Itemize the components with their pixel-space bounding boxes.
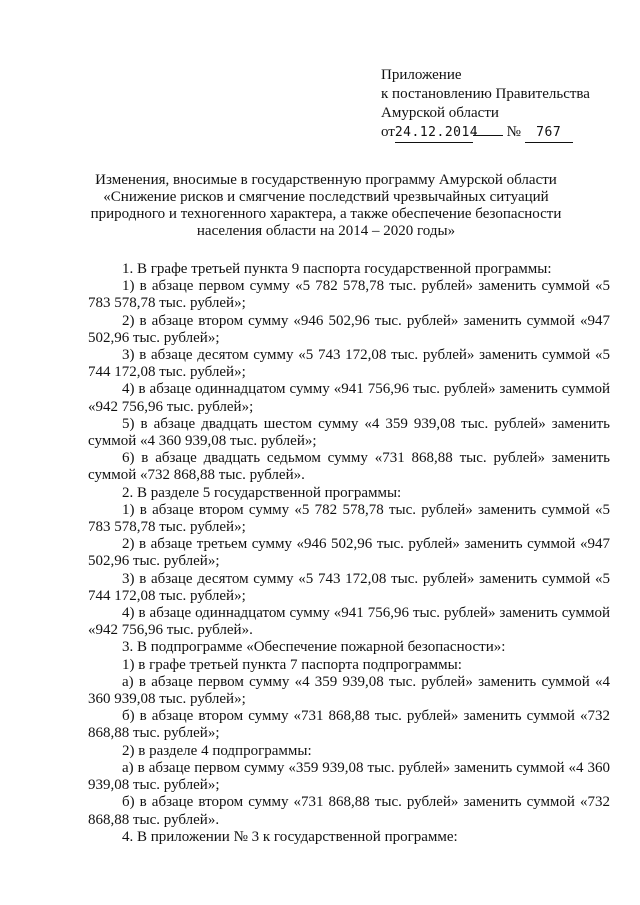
appendix-header (381, 66, 626, 143)
section-3-heading: 3. В подпрограмме «Обеспечение пожарной безопасности»: (122, 639, 506, 656)
section-1-item-4: 4) в абзаце одиннадцатом сумму «941 756,96 тыс. рублей» заменить суммой «942 756,96 тыс. рублей»; (88, 381, 610, 415)
section-2-heading: 2. В разделе 5 государственной программы: (122, 484, 402, 501)
section-2-item-1: 1) в абзаце втором сумму «5 782 578,78 тыс. рублей» заменить суммой «5 783 578,78 тыс. рублей»; (88, 501, 610, 536)
section-3-item-1: 1) в графе третьей пункта 7 паспорта подпрограммы: (122, 656, 462, 673)
decree-reference: к постановлению Правительства (381, 86, 590, 102)
section-2-item-3: 3) в абзаце десятом сумму «5 743 172,08 тыс. рублей» заменить суммой «5 744 172,08 тыс. рублей»; (88, 570, 610, 604)
section-2-item-2: 2) в абзаце третьем сумму «946 502,96 тыс. рублей» заменить суммой «947 502,96 тыс. рублей»; (88, 536, 610, 570)
number-prefix: № (506, 124, 521, 140)
appendix-label: Приложение (381, 67, 462, 83)
title-line-2: «Снижение рисков и смягчение последствий чрезвычайных ситуаций (103, 189, 549, 205)
date-number-line (381, 123, 626, 143)
section-1-item-5: 5) в абзаце двадцать шестом сумму «4 359 939,08 тыс. рублей» заменить суммой «4 360 939,08 тыс. рублей»; (88, 415, 610, 450)
section-3-item-1a: а) в абзаце первом сумму «4 359 939,08 тыс. рублей» заменить суммой «4 360 939,08 тыс. рублей»; (88, 673, 610, 708)
document-body (88, 261, 610, 846)
document-title (88, 172, 564, 240)
section-1-item-2: 2) в абзаце втором сумму «946 502,96 тыс. рублей» заменить суммой «947 502,96 тыс. рублей»; (88, 312, 610, 346)
section-1-item-1: 1) в абзаце первом сумму «5 782 578,78 тыс. рублей» заменить суммой «5 783 578,78 тыс. рублей»; (88, 278, 610, 312)
section-1-item-6: 6) в абзаце двадцать седьмом сумму «731 868,88 тыс. рублей» заменить суммой «732 868,88 тыс. рублей». (88, 450, 610, 484)
region-name: Амурской области (381, 105, 499, 121)
section-3-item-2b: б) в абзаце втором сумму «731 868,88 тыс. рублей» заменить суммой «732 868,88 тыс. рублей». (88, 794, 610, 828)
number-value: 767 (525, 123, 573, 143)
section-3-item-1b: б) в абзаце втором сумму «731 868,88 тыс. рублей» заменить суммой «732 868,88 тыс. рублей»; (88, 708, 610, 742)
title-line-1: Изменения, вносимые в государственную программу Амурской области (95, 172, 557, 188)
title-line-4: населения области на 2014 – 2020 годы» (196, 223, 456, 239)
title-line-3: природного и техногенного характера, а также обеспечение безопасности (90, 206, 562, 222)
section-1-heading: 1. В графе третьей пункта 9 паспорта государственной программы: (122, 261, 552, 277)
date-prefix: от (381, 124, 395, 140)
section-4-heading: 4. В приложении № 3 к государственной программе: (122, 828, 458, 845)
section-1-item-3: 3) в абзаце десятом сумму «5 743 172,08 тыс. рублей» заменить суммой «5 744 172,08 тыс. рублей»; (88, 347, 610, 381)
date-underline (473, 135, 503, 136)
section-3-item-2a: а) в абзаце первом сумму «359 939,08 тыс. рублей» заменить суммой «4 360 939,08 тыс. рублей»; (88, 759, 610, 794)
section-3-item-2: 2) в разделе 4 подпрограммы: (122, 742, 312, 759)
date-value: 24.12.2014 (395, 123, 473, 143)
section-2-item-4: 4) в абзаце одиннадцатом сумму «941 756,96 тыс. рублей» заменить суммой «942 756,96 тыс. рублей». (88, 605, 610, 639)
